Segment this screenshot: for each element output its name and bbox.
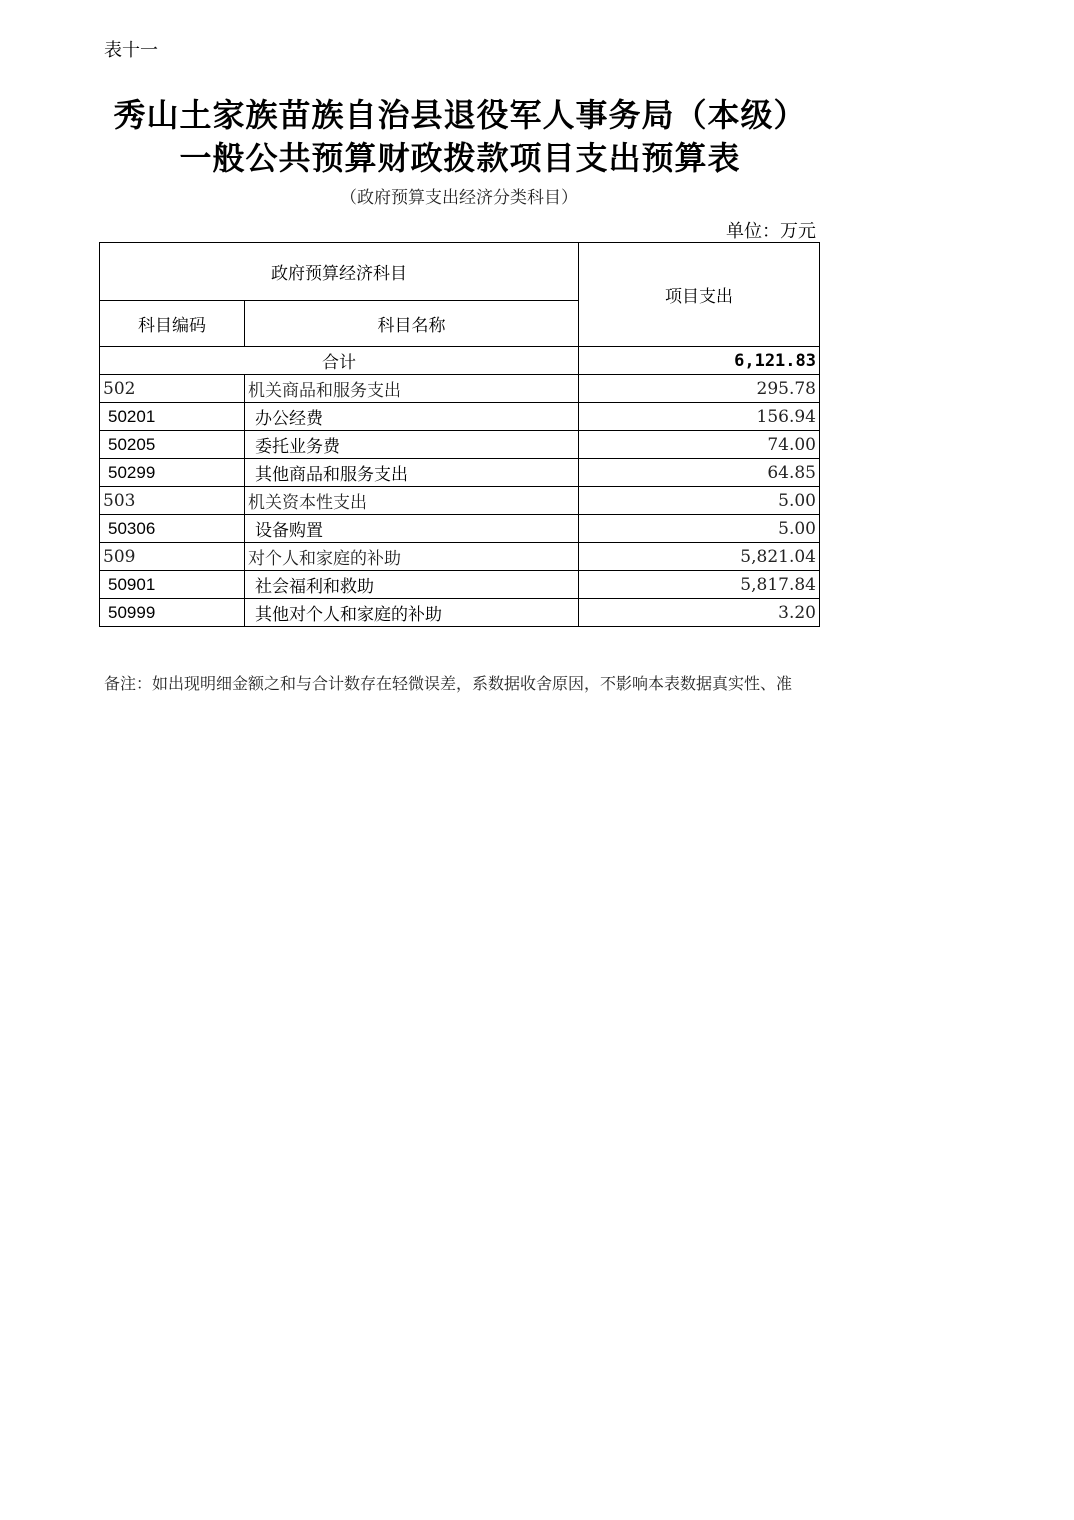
row-name: 设备购置 (245, 515, 579, 543)
header-name: 科目名称 (245, 301, 579, 347)
row-name: 机关资本性支出 (245, 487, 579, 515)
unit-label: 单位：万元 (726, 221, 816, 242)
row-code: 502 (100, 375, 245, 403)
row-name: 社会福利和救助 (245, 571, 579, 599)
row-code: 503 (100, 487, 245, 515)
total-amount: 6,121.83 (579, 347, 820, 375)
header-amount: 项目支出 (579, 243, 820, 347)
row-code: 50201 (100, 403, 245, 431)
budget-table (99, 242, 820, 627)
header-row-top (100, 243, 820, 301)
row-code: 50999 (100, 599, 245, 627)
table-row (100, 459, 820, 487)
row-amount: 295.78 (579, 375, 820, 403)
row-amount: 5.00 (579, 515, 820, 543)
row-amount: 5,817.84 (579, 571, 820, 599)
row-amount: 64.85 (579, 459, 820, 487)
row-amount: 156.94 (579, 403, 820, 431)
table-row (100, 487, 820, 515)
row-code: 50205 (100, 431, 245, 459)
page-title-line1: 秀山土家族苗族自治县退役军人事务局（本级） (113, 96, 807, 134)
row-amount: 5.00 (579, 487, 820, 515)
row-amount: 3.20 (579, 599, 820, 627)
table-row (100, 431, 820, 459)
table-row (100, 571, 820, 599)
table-row (100, 515, 820, 543)
page-subtitle: （政府预算支出经济分类科目） (340, 188, 578, 208)
table-row (100, 599, 820, 627)
row-code: 509 (100, 543, 245, 571)
total-row (100, 347, 820, 375)
total-label: 合计 (100, 347, 579, 375)
row-amount: 5,821.04 (579, 543, 820, 571)
header-code: 科目编码 (100, 301, 245, 347)
table-row (100, 375, 820, 403)
page-title-line2: 一般公共预算财政拨款项目支出预算表 (179, 139, 741, 177)
table-label: 表十一 (104, 40, 158, 61)
row-name: 委托业务费 (245, 431, 579, 459)
row-name: 机关商品和服务支出 (245, 375, 579, 403)
row-code: 50306 (100, 515, 245, 543)
table-row (100, 403, 820, 431)
row-name: 其他商品和服务支出 (245, 459, 579, 487)
row-code: 50901 (100, 571, 245, 599)
row-amount: 74.00 (579, 431, 820, 459)
header-group: 政府预算经济科目 (100, 243, 579, 301)
footnote: 备注：如出现明细金额之和与合计数存在轻微误差，系数据收舍原因，不影响本表数据真实性、准 (104, 674, 793, 693)
row-name: 其他对个人和家庭的补助 (245, 599, 579, 627)
row-name: 办公经费 (245, 403, 579, 431)
table-row (100, 543, 820, 571)
row-code: 50299 (100, 459, 245, 487)
row-name: 对个人和家庭的补助 (245, 543, 579, 571)
